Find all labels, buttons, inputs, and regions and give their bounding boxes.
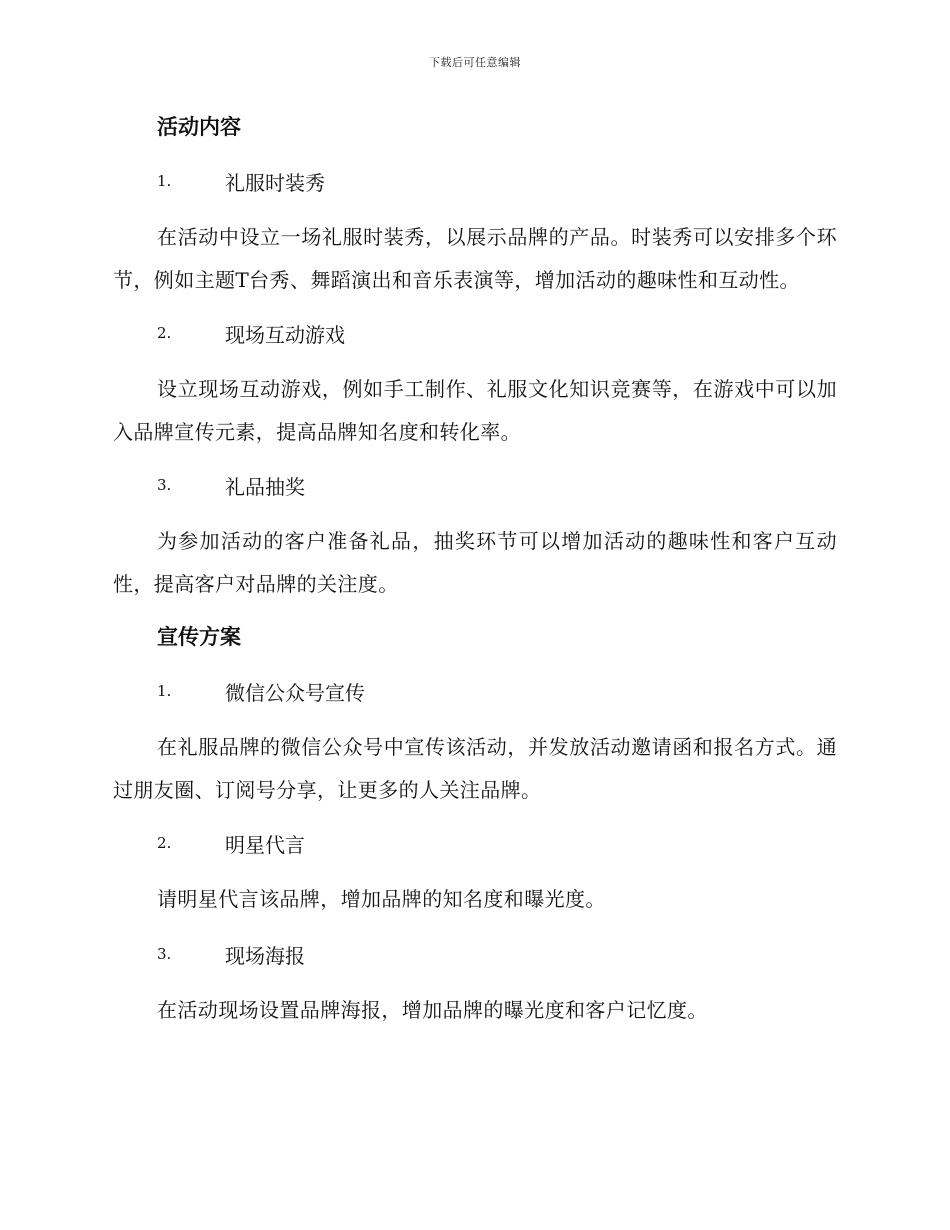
paragraph: 设立现场互动游戏，例如手工制作、礼服文化知识竞赛等，在游戏中可以加入品牌宣传元素，提高品牌知名度和转化率。 <box>113 377 837 444</box>
list-item-label: 现场海报 <box>225 943 305 968</box>
list-item-number: 3. <box>157 476 172 494</box>
section-title-promotion-plan: 宣传方案 <box>157 624 241 649</box>
list-item-heading <box>157 314 837 352</box>
list-item-number: 2. <box>157 324 172 342</box>
list-item-label: 礼品抽奖 <box>225 474 305 499</box>
paragraph: 在活动现场设置品牌海报，增加品牌的曝光度和客户记忆度。 <box>157 998 708 1022</box>
list-item-heading <box>157 672 837 710</box>
paragraph: 在礼服品牌的微信公众号中宣传该活动，并发放活动邀请函和报名方式。通过朋友圈、订阅号分享，让更多的人关注品牌。 <box>113 735 837 802</box>
list-item-number: 1. <box>157 172 172 190</box>
list-item-heading <box>157 162 837 200</box>
list-item-label: 礼服时装秀 <box>225 170 325 195</box>
list-item-label: 微信公众号宣传 <box>225 680 365 705</box>
list-item-heading <box>157 935 837 973</box>
section-title-activity-content: 活动内容 <box>157 114 241 139</box>
paragraph: 请明星代言该品牌，增加品牌的知名度和曝光度。 <box>157 887 606 911</box>
list-item-heading <box>157 466 837 504</box>
list-item-number: 1. <box>157 682 172 700</box>
document-body <box>113 108 837 1046</box>
page-header: 下载后可任意编辑 <box>429 56 521 69</box>
list-item-number: 3. <box>157 945 172 963</box>
list-item-label: 现场互动游戏 <box>225 322 345 347</box>
paragraph: 在活动中设立一场礼服时装秀，以展示品牌的产品。时装秀可以安排多个环节，例如主题T台秀、舞蹈演出和音乐表演等，增加活动的趣味性和互动性。 <box>113 225 837 292</box>
paragraph: 为参加活动的客户准备礼品，抽奖环节可以增加活动的趣味性和客户互动性，提高客户对品牌的关注度。 <box>113 529 837 596</box>
list-item-label: 明星代言 <box>225 832 305 857</box>
list-item-number: 2. <box>157 834 172 852</box>
list-item-heading <box>157 824 837 862</box>
